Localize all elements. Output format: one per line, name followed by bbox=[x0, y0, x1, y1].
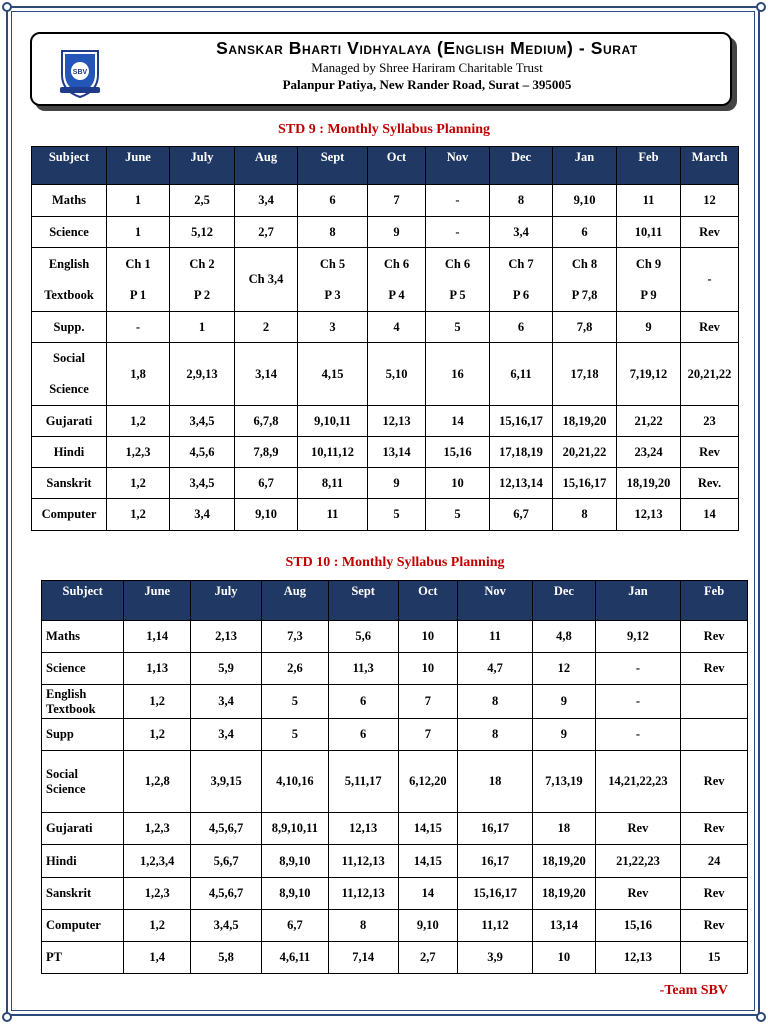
std9-row-hindi bbox=[32, 437, 739, 468]
table-cell: 8 bbox=[458, 685, 533, 719]
table-cell: 8,11 bbox=[298, 468, 368, 499]
table-cell: 10,11,12 bbox=[298, 437, 368, 468]
subject-label: Social Science bbox=[42, 751, 124, 813]
subject-label: Maths bbox=[32, 185, 107, 217]
table-cell: 1,2 bbox=[107, 499, 170, 531]
table-cell: 2,6 bbox=[262, 653, 329, 685]
table-cell: 12,13 bbox=[368, 406, 426, 437]
table-cell: 12 bbox=[533, 653, 596, 685]
std10-row-gujarati bbox=[42, 813, 748, 845]
subject-label: Gujarati bbox=[32, 406, 107, 437]
table-cell: 7 bbox=[398, 685, 457, 719]
table-cell: 9 bbox=[617, 312, 681, 343]
table-cell: Rev bbox=[681, 878, 748, 910]
table-cell: 9 bbox=[533, 685, 596, 719]
table-cell: 6 bbox=[490, 312, 553, 343]
std9-col-header-oct: Oct bbox=[368, 147, 426, 185]
table-cell: 20,21,22 bbox=[681, 343, 739, 406]
table-cell: 9,10,11 bbox=[298, 406, 368, 437]
std9-col-header-sept: Sept bbox=[298, 147, 368, 185]
table-cell: 6,12,20 bbox=[398, 751, 457, 813]
table-cell: 4,6,11 bbox=[262, 942, 329, 974]
table-cell: 10 bbox=[398, 621, 457, 653]
table-cell: 3,4 bbox=[191, 685, 262, 719]
std10-col-header-subject: Subject bbox=[42, 581, 124, 621]
table-cell: 13,14 bbox=[368, 437, 426, 468]
std10-row-computer bbox=[42, 910, 748, 942]
table-cell: Rev bbox=[681, 621, 748, 653]
school-name: Sanskar Bharti Vidhyalaya (English Medium) - Surat bbox=[216, 38, 638, 58]
table-cell: 17,18 bbox=[553, 343, 617, 406]
table-cell: 1,4 bbox=[124, 942, 191, 974]
std9-col-header-feb: Feb bbox=[617, 147, 681, 185]
table-cell: Ch 3,4 bbox=[235, 248, 298, 312]
std10-col-header-sept: Sept bbox=[328, 581, 398, 621]
table-cell: 2 bbox=[235, 312, 298, 343]
std10-row-pt bbox=[42, 942, 748, 974]
std10-col-header-july: July bbox=[191, 581, 262, 621]
std9-header-row bbox=[32, 147, 739, 185]
table-cell: 3 bbox=[298, 312, 368, 343]
std10-row-science bbox=[42, 653, 748, 685]
table-cell: 12 bbox=[681, 185, 739, 217]
table-cell: 5 bbox=[426, 312, 490, 343]
table-cell: 14,21,22,23 bbox=[595, 751, 681, 813]
table-cell: 5,10 bbox=[368, 343, 426, 406]
table-cell: Rev bbox=[681, 217, 739, 248]
std9-col-header-subject: Subject bbox=[32, 147, 107, 185]
table-cell: 6 bbox=[553, 217, 617, 248]
subject-label: Supp. bbox=[32, 312, 107, 343]
table-cell: 18 bbox=[533, 813, 596, 845]
table-cell: 7 bbox=[398, 719, 457, 751]
std10-col-header-dec: Dec bbox=[533, 581, 596, 621]
std9-col-header-june: June bbox=[107, 147, 170, 185]
table-cell: 4,5,6,7 bbox=[191, 813, 262, 845]
table-cell: 8 bbox=[490, 185, 553, 217]
table-cell: 6 bbox=[328, 685, 398, 719]
table-cell: 13,14 bbox=[533, 910, 596, 942]
table-cell: Rev bbox=[595, 813, 681, 845]
table-cell: 12,13 bbox=[328, 813, 398, 845]
table-cell: 4,5,6,7 bbox=[191, 878, 262, 910]
table-cell: Rev bbox=[595, 878, 681, 910]
table-cell: 20,21,22 bbox=[553, 437, 617, 468]
table-cell: 11,3 bbox=[328, 653, 398, 685]
table-cell: 18,19,20 bbox=[533, 878, 596, 910]
table-cell: 6 bbox=[298, 185, 368, 217]
table-cell: 7,14 bbox=[328, 942, 398, 974]
table-cell: 5,12 bbox=[170, 217, 235, 248]
std9-row-gujarati bbox=[32, 406, 739, 437]
subject-label: Social Science bbox=[32, 343, 107, 406]
table-cell: 4,15 bbox=[298, 343, 368, 406]
std9-col-header-dec: Dec bbox=[490, 147, 553, 185]
table-cell: 6,7 bbox=[490, 499, 553, 531]
table-cell: 15,16,17 bbox=[553, 468, 617, 499]
subject-label: English Textbook bbox=[32, 248, 107, 312]
table-cell: - bbox=[595, 653, 681, 685]
std10-row-hindi bbox=[42, 845, 748, 878]
table-cell: - bbox=[595, 719, 681, 751]
table-cell: 11,12,13 bbox=[328, 845, 398, 878]
std10-title: STD 10 : Monthly Syllabus Planning bbox=[285, 555, 505, 570]
table-cell: 3,9,15 bbox=[191, 751, 262, 813]
logo-text: SBV bbox=[72, 69, 88, 76]
table-cell: 16 bbox=[426, 343, 490, 406]
table-cell: 14 bbox=[681, 499, 739, 531]
subject-label: Science bbox=[32, 217, 107, 248]
table-cell: 5 bbox=[262, 719, 329, 751]
table-cell: 1,2,3 bbox=[124, 813, 191, 845]
table-cell: 5,6,7 bbox=[191, 845, 262, 878]
table-cell: 1 bbox=[107, 217, 170, 248]
subject-label: Hindi bbox=[42, 845, 124, 878]
school-logo bbox=[52, 41, 108, 99]
table-cell: 6,7 bbox=[262, 910, 329, 942]
table-cell: 4 bbox=[368, 312, 426, 343]
table-cell: 3,9 bbox=[458, 942, 533, 974]
std9-row-english-textbook bbox=[32, 248, 739, 312]
std10-col-header-aug: Aug bbox=[262, 581, 329, 621]
table-cell: 8 bbox=[458, 719, 533, 751]
table-cell: 18,19,20 bbox=[553, 406, 617, 437]
corner-ornament bbox=[756, 1012, 766, 1022]
table-cell: 8 bbox=[328, 910, 398, 942]
std10-col-header-june: June bbox=[124, 581, 191, 621]
table-cell: 9,12 bbox=[595, 621, 681, 653]
std9-row-science bbox=[32, 217, 739, 248]
std10-header-row bbox=[42, 581, 748, 621]
table-cell: 14,15 bbox=[398, 845, 457, 878]
std9-col-header-nov: Nov bbox=[426, 147, 490, 185]
table-cell: 8,9,10 bbox=[262, 845, 329, 878]
table-cell: 3,4,5 bbox=[191, 910, 262, 942]
table-cell: 11 bbox=[458, 621, 533, 653]
table-cell: 14,15 bbox=[398, 813, 457, 845]
std10-row-english-textbook bbox=[42, 685, 748, 719]
table-cell: 5,6 bbox=[328, 621, 398, 653]
table-cell: 11,12 bbox=[458, 910, 533, 942]
table-cell: 9 bbox=[368, 468, 426, 499]
subject-label: Sanskrit bbox=[32, 468, 107, 499]
table-cell: 5,8 bbox=[191, 942, 262, 974]
std10-col-header-nov: Nov bbox=[458, 581, 533, 621]
subject-label: Computer bbox=[32, 499, 107, 531]
std9-row-sanskrit bbox=[32, 468, 739, 499]
table-cell: 1,2 bbox=[124, 685, 191, 719]
table-cell: 7 bbox=[368, 185, 426, 217]
table-cell: 1,2 bbox=[124, 910, 191, 942]
table-cell: 3,4,5 bbox=[170, 468, 235, 499]
table-cell: 10 bbox=[426, 468, 490, 499]
school-address: Palanpur Patiya, New Rander Road, Surat – 395005 bbox=[282, 77, 572, 92]
table-cell bbox=[681, 719, 748, 751]
corner-ornament bbox=[2, 1012, 12, 1022]
table-cell: - bbox=[107, 312, 170, 343]
subject-label: Hindi bbox=[32, 437, 107, 468]
table-cell: 17,18,19 bbox=[490, 437, 553, 468]
table-cell: 3,4 bbox=[490, 217, 553, 248]
table-cell: 12,13 bbox=[595, 942, 681, 974]
table-cell: Rev. bbox=[681, 468, 739, 499]
std9-table bbox=[31, 146, 739, 531]
table-cell: 1,14 bbox=[124, 621, 191, 653]
table-cell: 6,11 bbox=[490, 343, 553, 406]
table-cell: - bbox=[595, 685, 681, 719]
table-cell: 15,16,17 bbox=[458, 878, 533, 910]
table-cell: 9,10 bbox=[398, 910, 457, 942]
table-cell: Ch 1 P 1 bbox=[107, 248, 170, 312]
table-cell: 8 bbox=[553, 499, 617, 531]
table-cell: 11,12,13 bbox=[328, 878, 398, 910]
std10-row-social-science bbox=[42, 751, 748, 813]
table-cell: - bbox=[426, 185, 490, 217]
table-cell: 21,22,23 bbox=[595, 845, 681, 878]
table-cell: 6,7 bbox=[235, 468, 298, 499]
table-cell: 7,8 bbox=[553, 312, 617, 343]
table-cell: 18,19,20 bbox=[533, 845, 596, 878]
table-cell: 4,8 bbox=[533, 621, 596, 653]
table-cell: - bbox=[681, 248, 739, 312]
table-cell: Ch 9 P 9 bbox=[617, 248, 681, 312]
table-cell: 1,2,3 bbox=[107, 437, 170, 468]
table-cell: 1,2,3,4 bbox=[124, 845, 191, 878]
table-cell: 15,16 bbox=[426, 437, 490, 468]
table-cell: 2,5 bbox=[170, 185, 235, 217]
table-cell: 10,11 bbox=[617, 217, 681, 248]
std9-row-maths bbox=[32, 185, 739, 217]
table-cell: 6,7,8 bbox=[235, 406, 298, 437]
table-cell: 5 bbox=[426, 499, 490, 531]
table-cell: 5 bbox=[262, 685, 329, 719]
table-cell: Rev bbox=[681, 437, 739, 468]
subject-label: Computer bbox=[42, 910, 124, 942]
table-cell: 1,2 bbox=[107, 406, 170, 437]
table-cell: 4,10,16 bbox=[262, 751, 329, 813]
table-cell: 1,2 bbox=[107, 468, 170, 499]
std9-row-computer bbox=[32, 499, 739, 531]
table-cell: 1,2 bbox=[124, 719, 191, 751]
corner-ornament bbox=[2, 2, 12, 12]
table-cell: 3,4 bbox=[170, 499, 235, 531]
std10-table bbox=[41, 580, 748, 974]
school-header bbox=[30, 32, 732, 106]
std10-col-header-jan: Jan bbox=[595, 581, 681, 621]
std9-title: STD 9 : Monthly Syllabus Planning bbox=[277, 122, 490, 137]
std10-col-header-oct: Oct bbox=[398, 581, 457, 621]
std10-col-header-feb: Feb bbox=[681, 581, 748, 621]
table-cell: 8 bbox=[298, 217, 368, 248]
std9-col-header-march: March bbox=[681, 147, 739, 185]
table-cell: 7,13,19 bbox=[533, 751, 596, 813]
table-cell: - bbox=[426, 217, 490, 248]
subject-label: Sanskrit bbox=[42, 878, 124, 910]
table-cell: 14 bbox=[398, 878, 457, 910]
std9-row-social-science bbox=[32, 343, 739, 406]
table-cell: Rev bbox=[681, 813, 748, 845]
std10-row-maths bbox=[42, 621, 748, 653]
subject-label: English Textbook bbox=[42, 685, 124, 719]
table-cell: Ch 7 P 6 bbox=[490, 248, 553, 312]
team-signature: -Team SBV bbox=[659, 983, 728, 998]
table-cell: 7,19,12 bbox=[617, 343, 681, 406]
subject-label: Maths bbox=[42, 621, 124, 653]
table-cell: Ch 5 P 3 bbox=[298, 248, 368, 312]
table-cell: 24 bbox=[681, 845, 748, 878]
table-cell: 16,17 bbox=[458, 813, 533, 845]
table-cell: Rev bbox=[681, 653, 748, 685]
table-cell: 16,17 bbox=[458, 845, 533, 878]
std10-row-sanskrit bbox=[42, 878, 748, 910]
table-cell: Rev bbox=[681, 751, 748, 813]
table-cell: 21,22 bbox=[617, 406, 681, 437]
table-cell: 5,9 bbox=[191, 653, 262, 685]
table-cell: 9,10 bbox=[553, 185, 617, 217]
table-cell: 1 bbox=[107, 185, 170, 217]
table-cell: 5 bbox=[368, 499, 426, 531]
std9-col-header-aug: Aug bbox=[235, 147, 298, 185]
subject-label: Science bbox=[42, 653, 124, 685]
subject-label: PT bbox=[42, 942, 124, 974]
table-cell: 18 bbox=[458, 751, 533, 813]
table-cell: 10 bbox=[398, 653, 457, 685]
table-cell: 12,13,14 bbox=[490, 468, 553, 499]
table-cell: 8,9,10,11 bbox=[262, 813, 329, 845]
table-cell: Rev bbox=[681, 312, 739, 343]
subject-label: Gujarati bbox=[42, 813, 124, 845]
table-cell: 3,4 bbox=[191, 719, 262, 751]
table-cell: 1,8 bbox=[107, 343, 170, 406]
table-cell: 4,7 bbox=[458, 653, 533, 685]
std9-col-header-jan: Jan bbox=[553, 147, 617, 185]
table-cell: Ch 6 P 4 bbox=[368, 248, 426, 312]
table-cell: 5,11,17 bbox=[328, 751, 398, 813]
table-cell: 18,19,20 bbox=[617, 468, 681, 499]
table-cell: 7,3 bbox=[262, 621, 329, 653]
table-cell: 8,9,10 bbox=[262, 878, 329, 910]
table-cell: 1 bbox=[170, 312, 235, 343]
table-cell: 11 bbox=[617, 185, 681, 217]
table-cell: 6 bbox=[328, 719, 398, 751]
table-cell: 15,16 bbox=[595, 910, 681, 942]
table-cell: 3,4,5 bbox=[170, 406, 235, 437]
table-cell: 15,16,17 bbox=[490, 406, 553, 437]
table-cell: 14 bbox=[426, 406, 490, 437]
table-cell: 1,13 bbox=[124, 653, 191, 685]
table-cell: 23,24 bbox=[617, 437, 681, 468]
table-cell: Ch 2 P 2 bbox=[170, 248, 235, 312]
subject-label: Supp bbox=[42, 719, 124, 751]
corner-ornament bbox=[756, 2, 766, 12]
table-cell: 23 bbox=[681, 406, 739, 437]
table-cell: 9 bbox=[533, 719, 596, 751]
std9-row-supp bbox=[32, 312, 739, 343]
table-cell: 9,10 bbox=[235, 499, 298, 531]
table-cell: 3,4 bbox=[235, 185, 298, 217]
table-cell bbox=[681, 685, 748, 719]
table-cell: 1,2,3 bbox=[124, 878, 191, 910]
table-cell: 4,5,6 bbox=[170, 437, 235, 468]
table-cell: Ch 6 P 5 bbox=[426, 248, 490, 312]
table-cell: Ch 8 P 7,8 bbox=[553, 248, 617, 312]
table-cell: 11 bbox=[298, 499, 368, 531]
table-cell: 12,13 bbox=[617, 499, 681, 531]
table-cell: 2,7 bbox=[398, 942, 457, 974]
table-cell: 2,7 bbox=[235, 217, 298, 248]
table-cell: 2,13 bbox=[191, 621, 262, 653]
table-cell: 2,9,13 bbox=[170, 343, 235, 406]
trust-name: Managed by Shree Hariram Charitable Trust bbox=[311, 60, 543, 75]
table-cell: 3,14 bbox=[235, 343, 298, 406]
table-cell: Rev bbox=[681, 910, 748, 942]
table-cell: 1,2,8 bbox=[124, 751, 191, 813]
std9-col-header-july: July bbox=[170, 147, 235, 185]
table-cell: 10 bbox=[533, 942, 596, 974]
std10-row-supp bbox=[42, 719, 748, 751]
table-cell: 9 bbox=[368, 217, 426, 248]
table-cell: 15 bbox=[681, 942, 748, 974]
table-cell: 7,8,9 bbox=[235, 437, 298, 468]
